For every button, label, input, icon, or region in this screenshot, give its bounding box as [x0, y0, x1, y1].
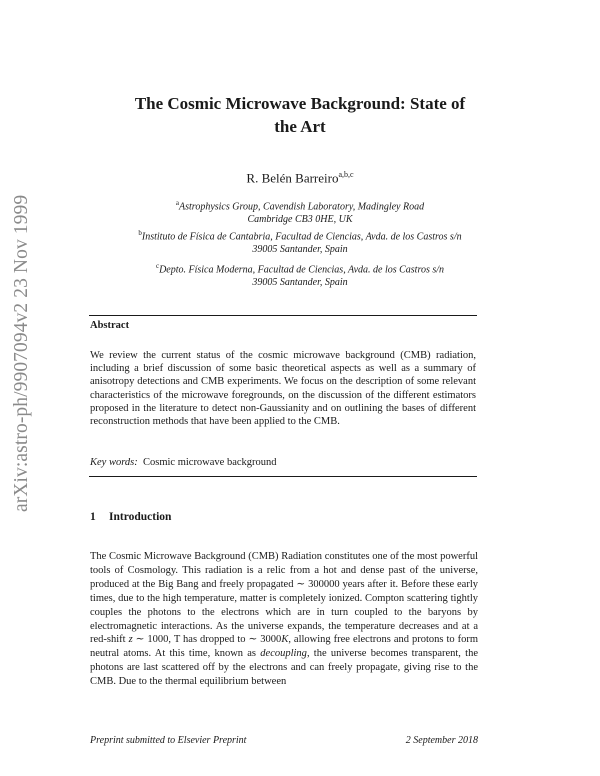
affiliation-b [90, 227, 510, 256]
affiliation-mark: b [138, 229, 142, 237]
affiliation-line: 39005 Santander, Spain [252, 277, 348, 289]
keywords-value: Cosmic microwave background [142, 457, 277, 468]
kelvin-symbol: K [281, 634, 289, 646]
redshift-symbol: z [128, 634, 133, 646]
intro-text: , allowing free electrons and protons to form neutral atoms. At this time, known as [90, 634, 478, 660]
title-line-1: The Cosmic Microwave Background: State of [134, 94, 466, 113]
title-line-2: the Art [274, 117, 326, 136]
intro-text: The Cosmic Microwave Background (CMB) Radiation constitutes one of the most powerful tools of Cosmology. This radiation is a relic from a hot and dense past of the universe, produced at the Big Bang and freely propagated [90, 551, 478, 590]
author [60, 170, 540, 186]
abstract-heading: Abstract [90, 320, 130, 331]
section-title: Introduction [109, 511, 172, 523]
footer-preprint-note: Preprint submitted to Elsevier Preprint [90, 735, 247, 746]
abstract-text: We review the current status of the cosmic microwave background (CMB) radiation, including a brief discussion of some basic theoretical aspects as well as a summary of anisotropy detections and CMB experiments. We focus on the description of some relevant characteristics of the microwave foregrounds, on the discussion of the different estimators proposed in the literature to detect non-Gaussianity and on outlining the bases of different reconstruction methods that have been applied to the CMB. [90, 350, 476, 428]
author-name: R. Belén Barreiro [246, 170, 339, 186]
keywords-label: Key words: [90, 457, 138, 468]
affiliation-line: Instituto de Física de Cantabria, Facultad de Ciencias, Avda. de los Castros s/n [141, 231, 462, 243]
paper-title [60, 92, 540, 138]
intro-text: , the universe becomes transparent, the photons are last scattered off by the electrons and can freely propagate, giving rise to the CMB. Due to the thermal equilibrium between [90, 648, 479, 688]
abstract-bottom-rule [89, 476, 477, 477]
affiliation-line: Astrophysics Group, Cavendish Laboratory, Madingley Road [179, 201, 425, 213]
abstract-top-rule [89, 315, 477, 316]
decoupling-term: decoupling [260, 648, 307, 660]
affiliation-c [90, 260, 510, 289]
intro-text: ∼ 1000, T has dropped to ∼ 3000 [132, 634, 282, 646]
affiliation-line: Depto. Física Moderna, Facultad de Ciencias, Avda. de los Castros s/n [159, 264, 445, 276]
arxiv-identifier: arXiv:astro-ph/9907094v2 23 Nov 1999 [11, 194, 32, 512]
section-number: 1 [90, 511, 96, 523]
author-affiliation-marks: a,b,c [338, 170, 354, 179]
introduction-paragraph [90, 550, 478, 689]
affiliation-line: 39005 Santander, Spain [252, 244, 348, 256]
intro-text: ∼ 300000 years after it. Before these early times, due to the high temperature, matter is completely ionized. Compton scattering tightly couples the photons to the electrons which are in turn coupled to the baryons by electromagnetic interactions. As the universe expands, the temperature decreases and at a red-shift [90, 578, 479, 646]
affiliation-line: Cambridge CB3 0HE, UK [247, 214, 353, 226]
section-heading [90, 511, 171, 523]
affiliation-mark: c [155, 262, 160, 270]
footer-date: 2 September 2018 [405, 735, 478, 746]
keywords [90, 457, 277, 468]
affiliation-a [90, 197, 510, 226]
affiliation-mark: a [175, 199, 180, 207]
